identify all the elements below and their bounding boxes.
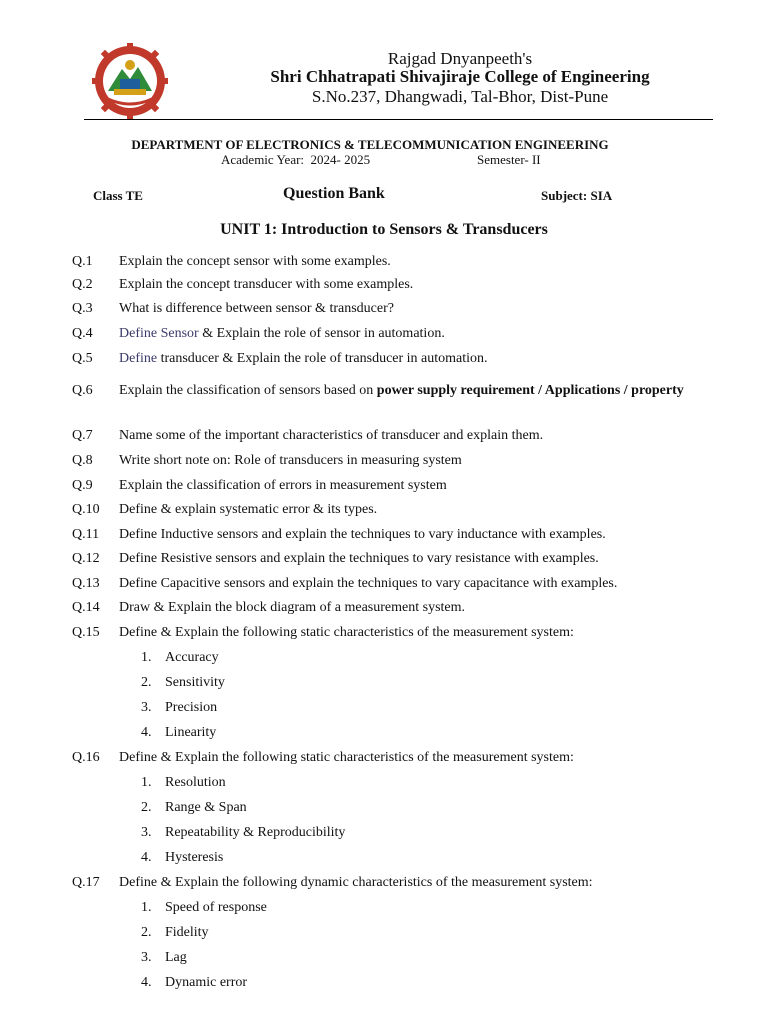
question-number: Q.6 [72, 383, 93, 398]
question-item [72, 351, 712, 378]
question-text: Explain the concept sensor with some examples. [119, 254, 391, 269]
sub-item [72, 825, 712, 850]
document-title: Question Bank [283, 185, 385, 202]
sub-item-text: Precision [165, 700, 218, 715]
class-label: Class TE [93, 188, 143, 203]
question-text [119, 351, 712, 378]
sub-item-text: Hysteresis [165, 850, 224, 865]
sub-item [72, 725, 712, 750]
question-text: Draw & Explain the block diagram of a measurement system. [119, 600, 466, 615]
college-logo [92, 43, 168, 119]
question-list [72, 254, 712, 1000]
academic-year: Academic Year: 2024- 2025 [221, 152, 371, 167]
question-text: Name some of the important characteristics of transducer and explain them. [119, 428, 544, 443]
question-item [72, 502, 712, 527]
sub-item-text: Sensitivity [165, 675, 225, 690]
sub-item-number: 4. [141, 850, 152, 865]
question-text [119, 378, 712, 428]
sub-item-text: Linearity [165, 725, 217, 740]
sub-item-text: Dynamic error [165, 975, 248, 990]
question-number: Q.17 [72, 875, 100, 890]
sub-item [72, 775, 712, 800]
sub-item [72, 800, 712, 825]
sub-item [72, 700, 712, 725]
sub-item [72, 925, 712, 950]
question-number: Q.14 [72, 600, 100, 615]
question-text: Define & Explain the following static characteristics of the measurement system: [119, 750, 574, 765]
question-item [72, 277, 712, 301]
question-item [72, 576, 712, 600]
sub-item-text: Resolution [165, 775, 226, 790]
question-text: Define Resistive sensors and explain the techniques to vary resistance with examples. [119, 551, 599, 566]
question-number: Q.4 [72, 326, 93, 341]
sub-item-text: Repeatability & Reproducibility [165, 825, 346, 840]
question-text-prefix: Define [119, 351, 158, 366]
question-number: Q.8 [72, 453, 93, 468]
question-text: Explain the classification of errors in measurement system [119, 478, 447, 493]
question-text-bold: power supply requirement / Applications / property [376, 383, 684, 398]
subject-label: Subject: SIA [541, 188, 613, 203]
sub-item-number: 4. [141, 725, 152, 740]
sub-item-text: Speed of response [165, 900, 267, 915]
question-text: Define & Explain the following static characteristics of the measurement system: [119, 625, 574, 640]
trust-name: Rajgad Dnyanpeeth's [387, 49, 533, 68]
sub-item [72, 950, 712, 975]
sub-item [72, 975, 712, 1000]
question-number: Q.11 [72, 527, 100, 542]
question-text-rest: Explain the classification of sensors based on [119, 383, 377, 398]
question-number: Q.10 [72, 502, 100, 517]
sub-item-number: 1. [141, 775, 152, 790]
question-text: Write short note on: Role of transducers in measuring system [119, 453, 462, 468]
question-item [72, 378, 712, 428]
question-text [119, 326, 712, 351]
sub-item-text: Accuracy [165, 650, 219, 665]
question-text: Define & explain systematic error & its types. [119, 502, 378, 517]
semester: Semester- II [477, 152, 541, 167]
question-number: Q.2 [72, 277, 93, 292]
sub-item [72, 675, 712, 700]
question-number: Q.16 [72, 750, 100, 765]
sub-item [72, 850, 712, 875]
college-address: S.No.237, Dhangwadi, Tal-Bhor, Dist-Pune [311, 87, 609, 106]
question-item [72, 326, 712, 351]
question-item [72, 478, 712, 502]
department-title: DEPARTMENT OF ELECTRONICS & TELECOMMUNICATION ENGINEERING [131, 137, 609, 152]
question-text: Define Inductive sensors and explain the techniques to vary inductance with examples. [119, 527, 606, 542]
question-item [72, 428, 712, 453]
sub-item-number: 3. [141, 950, 152, 965]
question-number: Q.3 [72, 301, 93, 316]
question-item [72, 453, 712, 478]
question-number: Q.7 [72, 428, 93, 443]
sub-item-number: 2. [141, 800, 152, 815]
unit-title: UNIT 1: Introduction to Sensors & Transducers [220, 221, 548, 238]
question-number: Q.9 [72, 478, 93, 493]
sub-item-number: 2. [141, 675, 152, 690]
sub-item-number: 1. [141, 650, 152, 665]
question-text: What is difference between sensor & transducer? [119, 301, 394, 316]
question-number: Q.12 [72, 551, 100, 566]
sub-item-number: 3. [141, 825, 152, 840]
question-item [72, 301, 712, 326]
college-name: Shri Chhatrapati Shivajiraje College of Engineering [270, 67, 650, 86]
question-item [72, 625, 712, 650]
sub-item-number: 1. [141, 900, 152, 915]
question-text: Define & Explain the following dynamic characteristics of the measurement system: [119, 875, 593, 890]
question-number: Q.5 [72, 351, 93, 366]
sub-item-number: 3. [141, 700, 152, 715]
sub-item [72, 650, 712, 675]
question-text: Define Capacitive sensors and explain the techniques to vary capacitance with examples. [119, 576, 618, 591]
sub-item-text: Lag [165, 950, 187, 965]
question-item [72, 551, 712, 576]
question-item [72, 600, 712, 625]
sub-item-text: Fidelity [165, 925, 209, 940]
sub-item-text: Range & Span [165, 800, 247, 815]
question-item [72, 254, 712, 277]
question-item [72, 875, 712, 900]
question-number: Q.1 [72, 254, 93, 269]
question-number: Q.15 [72, 625, 100, 640]
question-text-rest: transducer & Explain the role of transducer in automation. [157, 351, 488, 366]
header-divider [84, 119, 713, 120]
sub-item [72, 900, 712, 925]
question-text-prefix: Define Sensor [119, 326, 199, 341]
question-number: Q.13 [72, 576, 100, 591]
sub-item-number: 2. [141, 925, 152, 940]
question-item [72, 750, 712, 775]
question-text: Explain the concept transducer with some examples. [119, 277, 414, 292]
question-text-rest: & Explain the role of sensor in automation. [198, 326, 445, 341]
sub-item-number: 4. [141, 975, 152, 990]
question-item [72, 527, 712, 551]
